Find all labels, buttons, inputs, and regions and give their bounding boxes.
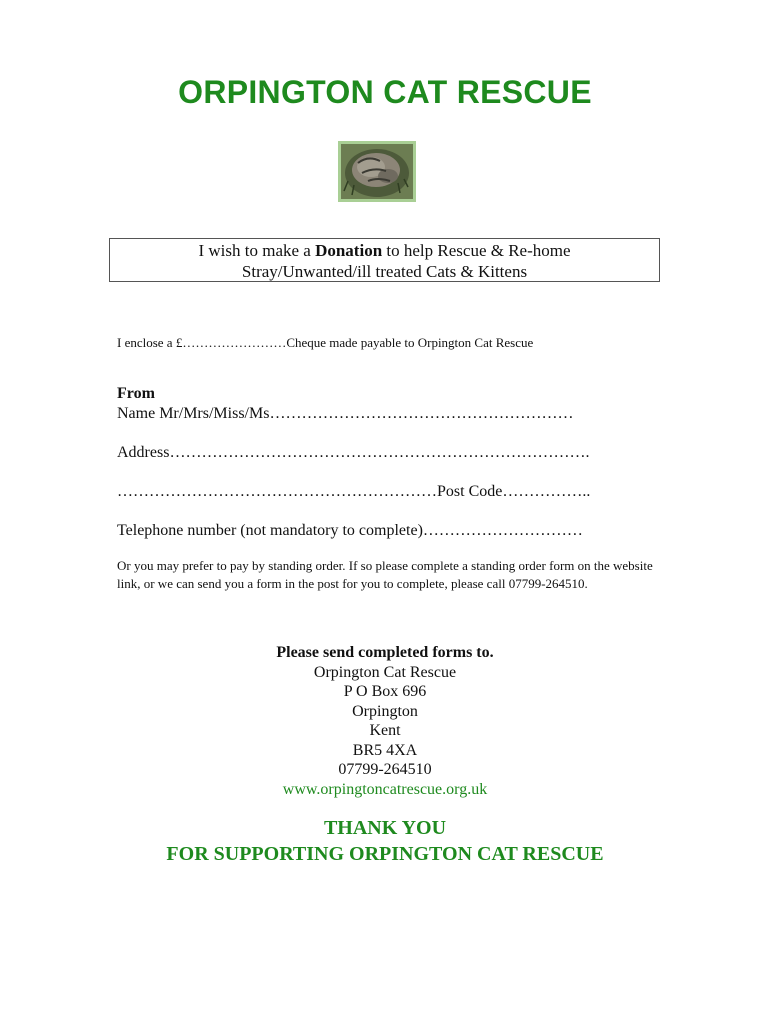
donation-intro-box xyxy=(109,238,660,282)
address-line-postcode: BR5 4XA xyxy=(352,741,418,759)
address-field[interactable]: Address……………………………………………………………………. xyxy=(117,444,590,461)
thank-you-heading: THANK YOU xyxy=(323,817,447,839)
page-title: ORPINGTON CAT RESCUE xyxy=(178,74,592,110)
intro-suffix: to help Rescue & Re-home xyxy=(382,241,571,260)
postcode-field[interactable]: ……………………………………………………Post Code…………….. xyxy=(117,483,591,500)
intro-bold: Donation xyxy=(315,241,383,260)
intro-line-1 xyxy=(110,240,659,261)
website-link[interactable]: www.orpingtoncatrescue.org.uk xyxy=(282,780,488,798)
send-heading: Please send completed forms to. xyxy=(276,644,494,661)
address-line-phone: 07799-264510 xyxy=(338,761,432,778)
enclose-line[interactable]: I enclose a £……………………Cheque made payable to Orpington Cat Rescue xyxy=(117,335,534,350)
cat-photo xyxy=(338,141,416,202)
thank-you-subheading: FOR SUPPORTING ORPINGTON CAT RESCUE xyxy=(166,843,604,865)
standing-order-note: Or you may prefer to pay by standing order. If so please complete a standing order form on the website link, or we can send you a form in the post for you to complete, please call 07799-264510. xyxy=(117,558,653,591)
address-line-county: Kent xyxy=(369,722,401,739)
address-line-org: Orpington Cat Rescue xyxy=(313,663,457,681)
telephone-field[interactable]: Telephone number (not mandatory to complete)………………………… xyxy=(117,522,583,539)
from-label: From xyxy=(117,385,155,402)
name-field[interactable]: Name Mr/Mrs/Miss/Ms………………………………………………… xyxy=(117,405,574,422)
intro-line-2: Stray/Unwanted/ill treated Cats & Kittens xyxy=(241,262,528,281)
address-line-pobox: P O Box 696 xyxy=(343,683,427,700)
send-forms-block xyxy=(0,643,770,799)
intro-prefix: I wish to make a xyxy=(198,241,316,260)
address-line-town: Orpington xyxy=(352,702,418,720)
